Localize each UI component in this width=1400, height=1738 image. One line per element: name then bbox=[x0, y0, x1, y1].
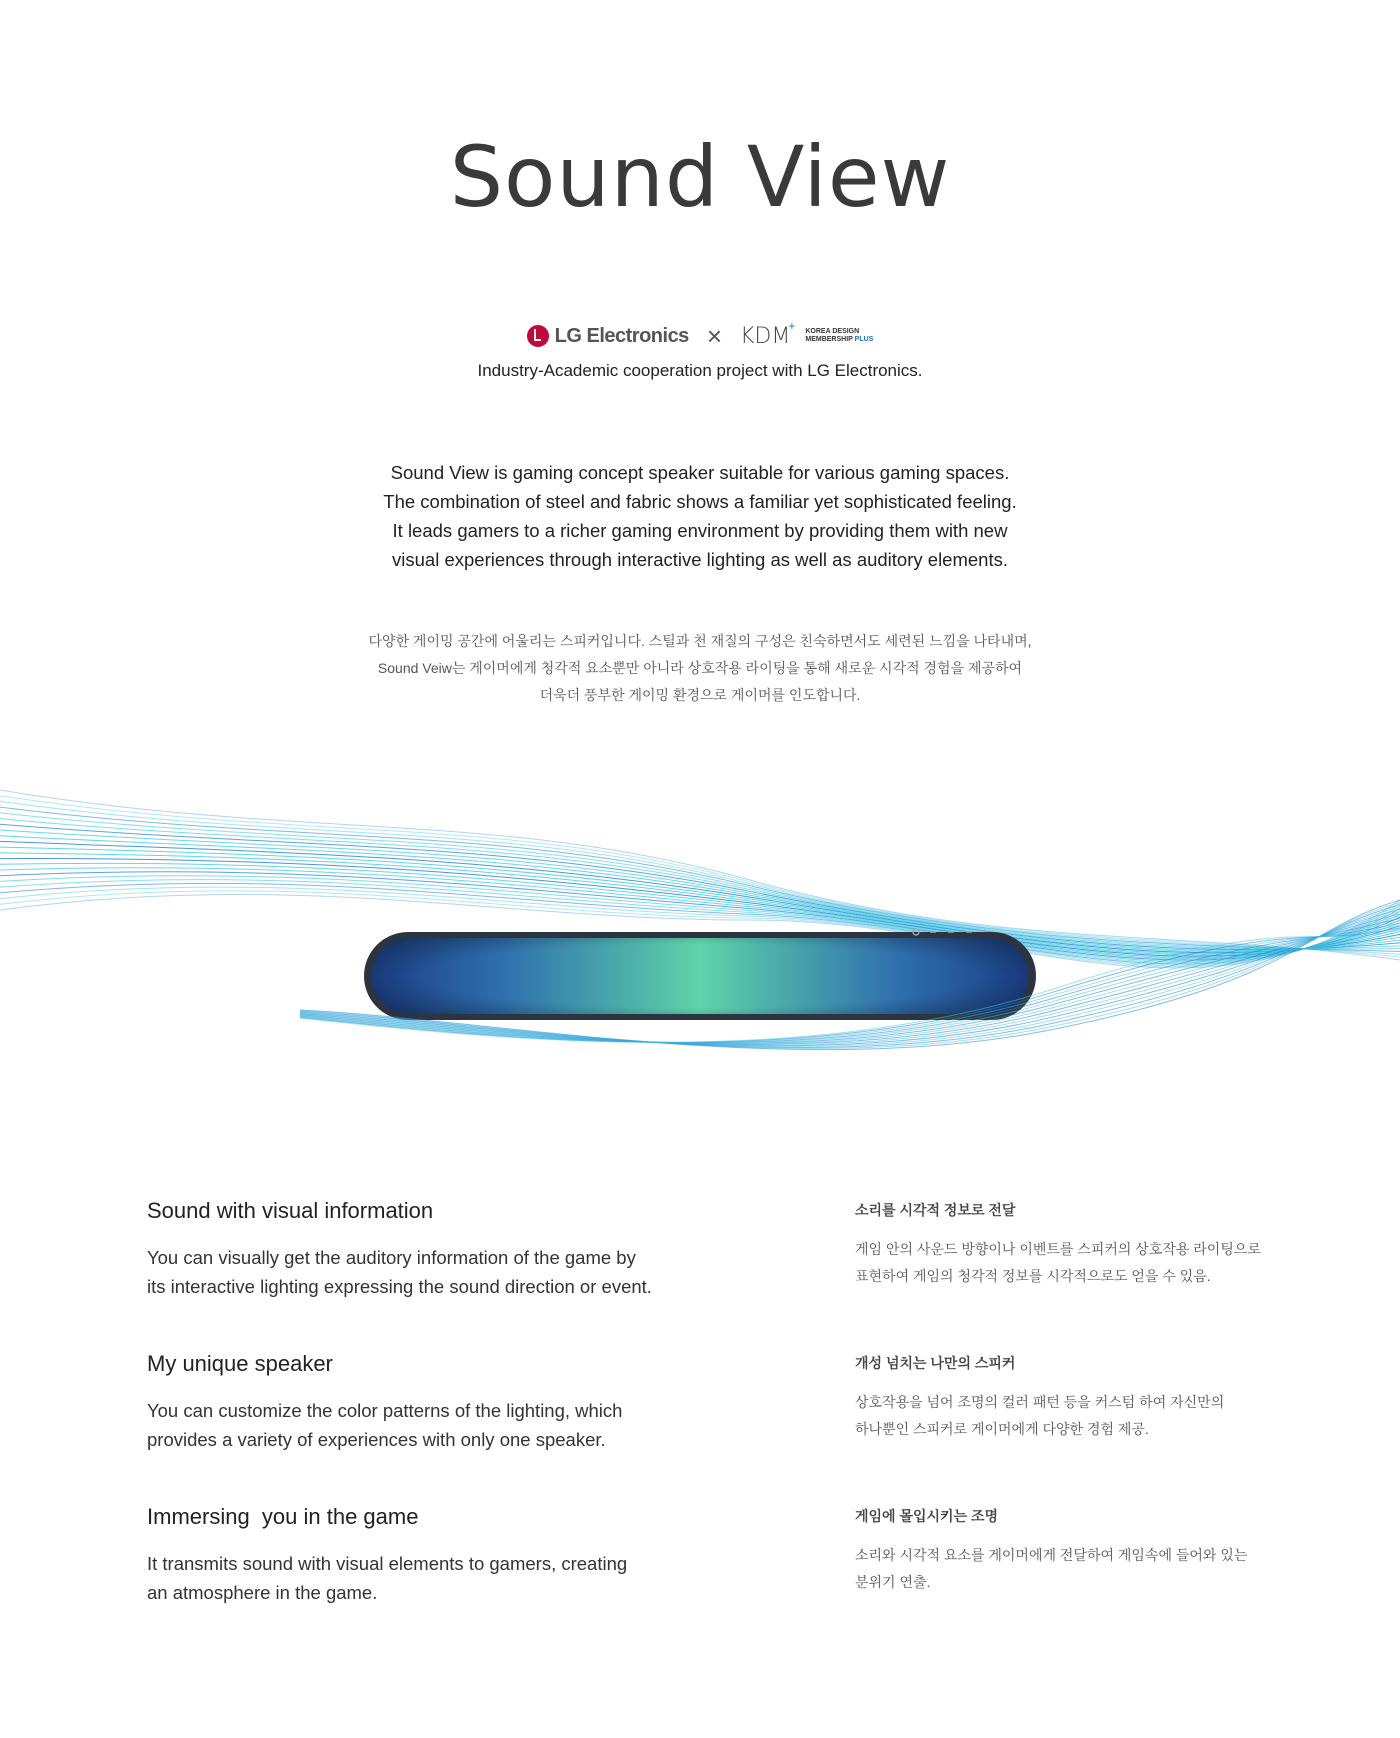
feature-ko-title: 소리를 시각적 정보로 전달 bbox=[855, 1202, 1016, 1218]
kdm-logo bbox=[740, 319, 874, 349]
partner-logos bbox=[0, 319, 1400, 351]
feature-title: Immersing you in the game bbox=[147, 1504, 419, 1529]
intro-en-line: visual experiences through interactive lighting as well as auditory elements. bbox=[392, 549, 1008, 570]
speaker-illustration bbox=[0, 780, 1400, 1100]
feature-ko-description: 상호작용을 넘어 조명의 컬러 패턴 등을 커스텀 하여 자신만의 하나뿐인 스피커로 게이머에게 다양한 경험 제공. bbox=[855, 1394, 1225, 1437]
feature-description: It transmits sound with visual elements to gamers, creating an atmosphere in the game. bbox=[147, 1553, 628, 1603]
kdm-logo-subtitle: KOREA DESIGN MEMBERSHIP PLUS bbox=[805, 328, 874, 343]
feature-ko-description: 소리와 시각적 요소를 게이머에게 전달하여 게임속에 들어와 있는 분위기 연출. bbox=[855, 1547, 1248, 1590]
feature-title: My unique speaker bbox=[147, 1351, 333, 1376]
speaker-hero-image bbox=[0, 780, 1400, 1100]
intro-ko-line: 다양한 게이밍 공간에 어울리는 스피커입니다. 스틸과 천 재질의 구성은 친숙하면서도 세련된 느낌을 나타내며, bbox=[368, 633, 1032, 649]
lg-electronics-logo bbox=[527, 325, 689, 348]
lg-logo-text: LG Electronics bbox=[554, 324, 689, 347]
kdm-sub-line2: MEMBERSHIP bbox=[805, 336, 853, 343]
intro-ko-line: Sound Veiw는 게이머에게 청각적 요소뿐만 아니라 상호작용 라이팅을 통해 새로운 시각적 경험을 제공하여 bbox=[377, 660, 1023, 676]
page-title: Sound View bbox=[449, 128, 951, 226]
wave-line bbox=[0, 801, 1400, 954]
collaboration-x-icon: × bbox=[706, 321, 722, 351]
intro-en-line: The combination of steel and fabric shows a familiar yet sophisticated feeling. bbox=[383, 491, 1017, 512]
feature-title: Sound with visual information bbox=[147, 1198, 434, 1223]
intro-korean bbox=[0, 628, 1400, 709]
intro-en-line: It leads gamers to a richer gaming environment by providing them with new bbox=[392, 520, 1008, 541]
intro-english bbox=[0, 458, 1400, 574]
kdm-logo-text: KDM bbox=[740, 323, 791, 349]
feature-ko-title: 개성 넘치는 나만의 스피커 bbox=[855, 1355, 1016, 1371]
lg-mark-icon bbox=[527, 325, 549, 347]
feature-ko-description: 게임 안의 사운드 방향이나 이벤트를 스피커의 상호작용 라이팅으로 표현하여 게임의 청각적 정보를 시각적으로도 얻을 수 있음. bbox=[855, 1241, 1261, 1284]
intro-en-line: Sound View is gaming concept speaker suitable for various gaming spaces. bbox=[390, 462, 1010, 483]
wave-line bbox=[0, 813, 1400, 949]
cooperation-caption: Industry-Academic cooperation project with LG Electronics. bbox=[477, 361, 923, 380]
feature-ko-title: 게임에 몰입시키는 조명 bbox=[855, 1508, 999, 1524]
feature-description: You can customize the color patterns of the lighting, which provides a variety of experiences with only one speaker. bbox=[147, 1400, 623, 1450]
kdm-plus-icon: + bbox=[788, 319, 796, 333]
feature-description: You can visually get the auditory information of the game by its interactive lighting expressing the sound direction or event. bbox=[147, 1247, 652, 1297]
intro-ko-line: 더욱더 풍부한 게이밍 환경으로 게이머를 인도합니다. bbox=[539, 687, 861, 703]
speaker-bar bbox=[364, 929, 1036, 1020]
